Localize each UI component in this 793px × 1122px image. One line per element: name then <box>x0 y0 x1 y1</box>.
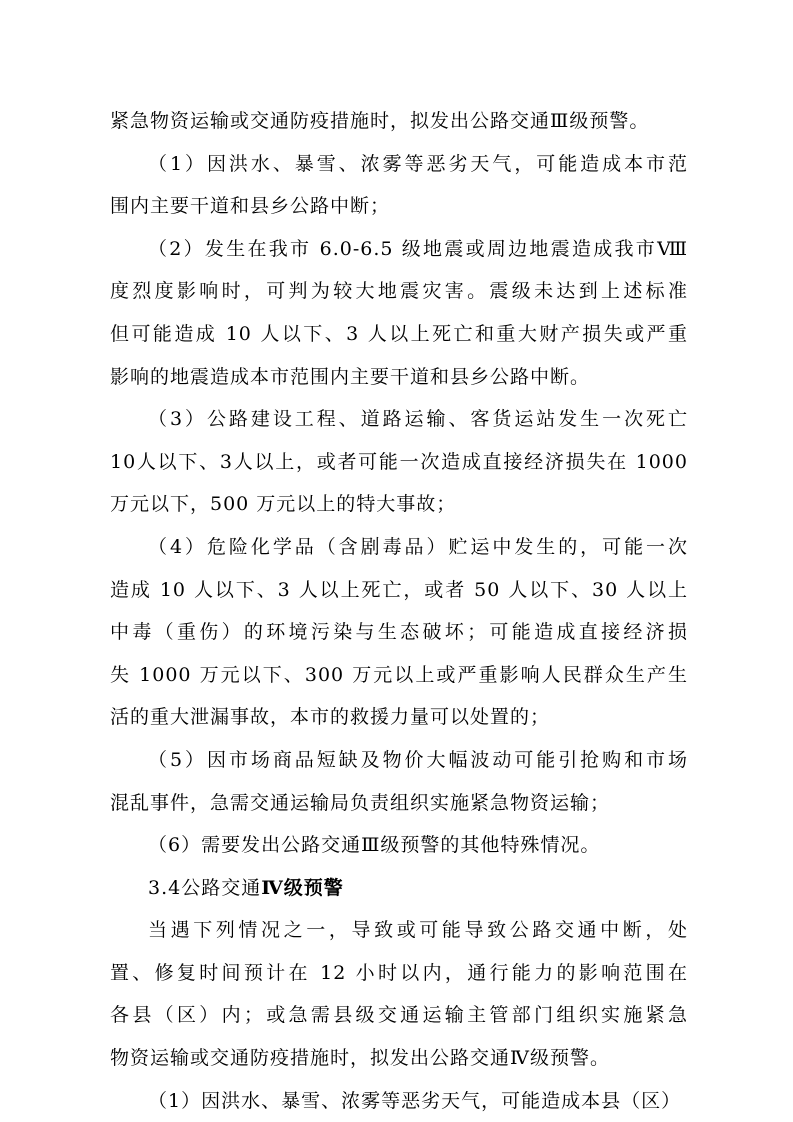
paragraph-p5 <box>110 739 688 824</box>
text-line: 当遇下列情况之一，导致或可能导致公路交通中断，处 <box>148 919 688 942</box>
text-line: 10人以下、3人以上，或者可能一次造成直接经济损失在 1000 <box>110 450 688 473</box>
text-line: （2）发生在我市 6.0-6.5 级地震或周边地震造成我市Ⅷ <box>148 237 688 260</box>
text-line: （1）因洪水、暴雪、浓雾等恶劣天气，可能造成本县（区） <box>148 1089 682 1112</box>
text-line: 度烈度影响时，可判为较大地震灾害。震级未达到上述标准 <box>110 280 688 303</box>
paragraph-p0 <box>110 100 688 143</box>
paragraph-p1 <box>110 143 688 228</box>
paragraph-p6 <box>110 824 688 867</box>
text-line: 紧急物资运输或交通防疫措施时，拟发出公路交通Ⅲ级预警。 <box>110 110 650 132</box>
text-line: 中毒（重伤）的环境污染与生态破坏；可能造成直接经济损 <box>110 621 688 644</box>
text-line: （3）公路建设工程、道路运输、客货运站发生一次死亡 <box>148 408 688 431</box>
text-line: 万元以下，500 万元以上的特大事故； <box>110 493 457 516</box>
text-line: （5）因市场商品短缺及物价大幅波动可能引抢购和市场 <box>148 748 688 771</box>
text-line: 围内主要干道和县乡公路中断； <box>110 195 391 218</box>
text-line: 活的重大泄漏事故，本市的救援力量可以处置的； <box>110 706 551 729</box>
section-number: 3.4 <box>148 876 182 899</box>
text-line: 影响的地震造成本市范围内主要干道和县乡公路中断。 <box>110 365 591 388</box>
section-title-plain: 公路交通 <box>181 876 262 899</box>
text-line: （6）需要发出公路交通Ⅲ级预警的其他特殊情况。 <box>148 834 601 857</box>
paragraph-p3 <box>110 398 688 526</box>
paragraph-p4 <box>110 526 688 739</box>
text-line: 混乱事件，急需交通运输局负责组织实施紧急物资运输； <box>110 791 611 814</box>
paragraph-p7 <box>110 909 688 1079</box>
text-line: 但可能造成 10 人以下、3 人以上死亡和重大财产损失或严重 <box>110 322 688 345</box>
text-line: 物资运输或交通防疫措施时，拟发出公路交通Ⅳ级预警。 <box>110 1047 610 1070</box>
section-title-bold: Ⅳ级预警 <box>261 876 344 899</box>
text-line: 失 1000 万元以下、300 万元以上或严重影响人民群众生产生 <box>110 663 688 686</box>
text-line: 置、修复时间预计在 12 小时以内，通行能力的影响范围在 <box>110 961 688 984</box>
text-line: （4）危险化学品（含剧毒品）贮运中发生的，可能一次 <box>148 535 688 558</box>
paragraph-p2 <box>110 228 688 398</box>
text-line: 造成 10 人以下、3 人以上死亡，或者 50 人以下、30 人以上 <box>110 578 688 601</box>
section-heading <box>110 867 688 910</box>
paragraph-p8 <box>110 1080 688 1122</box>
text-line: （1）因洪水、暴雪、浓雾等恶劣天气，可能造成本市范 <box>148 152 688 175</box>
document-page <box>110 100 688 1122</box>
text-line: 各县（区）内；或急需县级交通运输主管部门组织实施紧急 <box>110 1004 688 1027</box>
